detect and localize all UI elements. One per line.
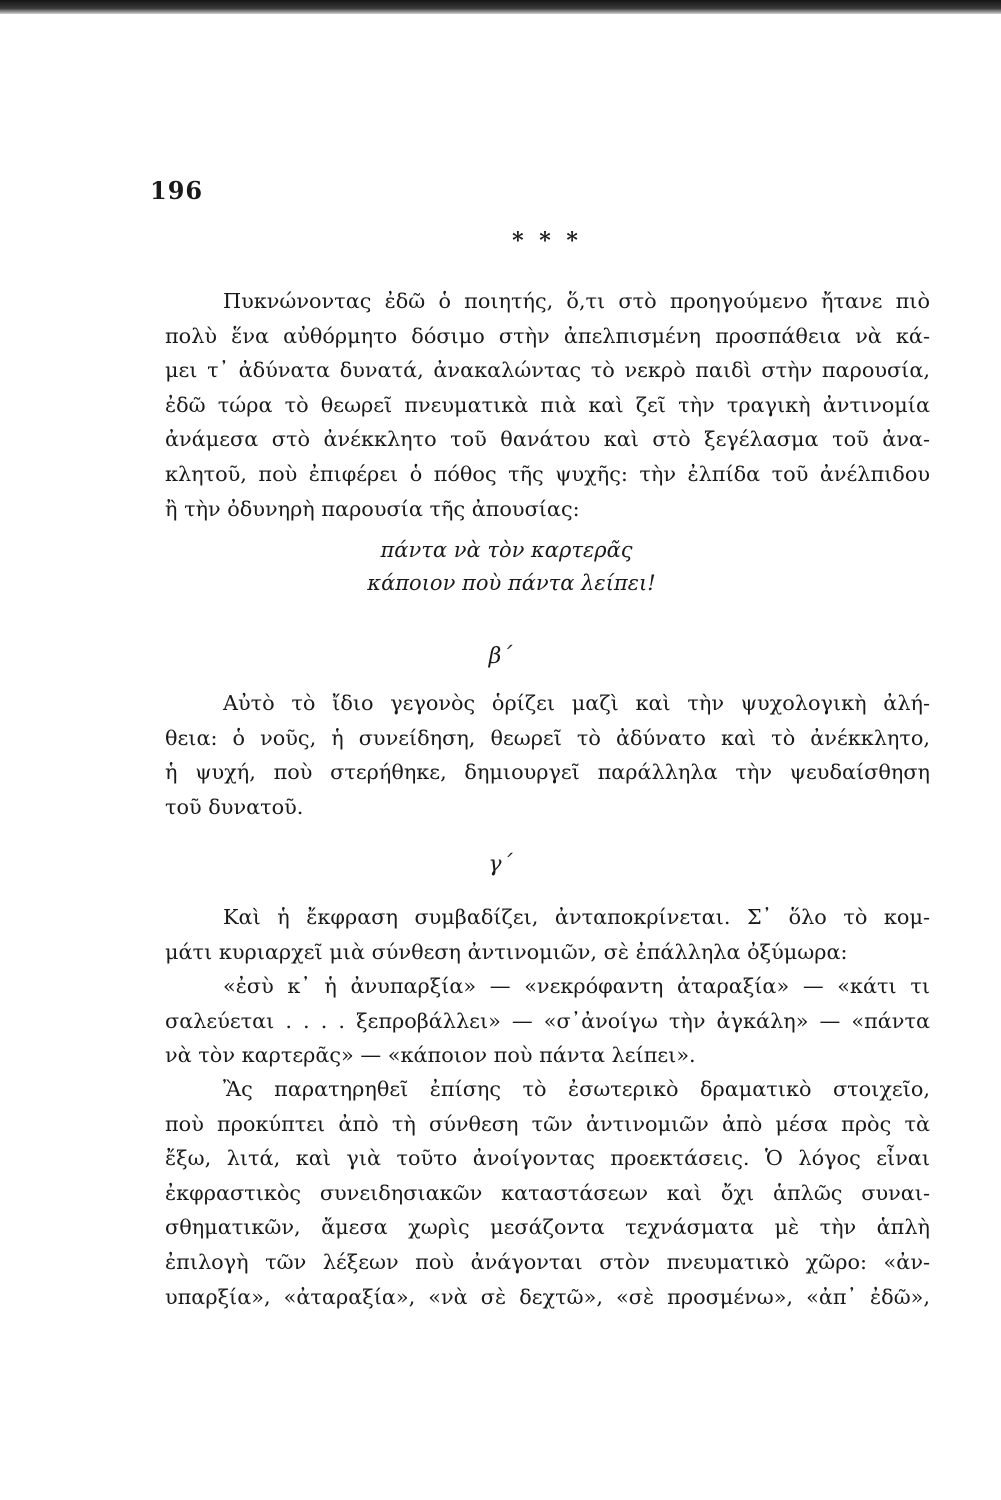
text-line: νὰ τὸν καρτερᾶς» — «κάποιον ποὺ πάντα λείπει».: [165, 1043, 696, 1068]
text-line: ποὺ προκύπτει ἀπὸ τὴ σύνθεση τῶν ἀντινομιῶν ἀπὸ μέσα πρὸς τὰ: [165, 1111, 930, 1136]
scan-top-edge: [0, 0, 1001, 14]
text-line: πολὺ ἕνα αὐθόρμητο δόσιμο στὴν ἀπελπισμένη προσπάθεια νὰ κά-: [165, 323, 930, 348]
text-line: σαλεύεται . . . . ξεπροβάλλει» — «σ᾽ἀνοίγω τὴν ἀγκάλη» — «πάντα: [165, 1008, 930, 1033]
text-line: ἡ ψυχή, ποὺ στερήθηκε, δημιουργεῖ παράλληλα τὴν ψευδαίσθηση: [165, 760, 930, 785]
paragraph-2: [165, 686, 930, 824]
text-line: ἔξω, λιτά, καὶ γιὰ τοῦτο ἀνοίγοντας προεκτάσεις. Ὁ λόγος εἶναι: [165, 1146, 930, 1171]
paragraph-4: [165, 969, 930, 1073]
text-line: Πυκνώνοντας ἐδῶ ὁ ποιητής, ὅ,τι στὸ προηγούμενο ἤτανε πιὸ: [223, 289, 930, 313]
text-line: τοῦ δυνατοῦ.: [165, 794, 304, 819]
text-line: μει τ᾽ ἀδύνατα δυνατά, ἀνακαλώντας τὸ νεκρὸ παιδὶ στὴν παρουσία,: [165, 358, 930, 383]
paragraph-5: [165, 1072, 930, 1314]
text-line: ἢ τὴν ὀδυνηρὴ παρουσία τῆς ἀπουσίας:: [165, 496, 580, 521]
verse-quote: [0, 534, 1001, 600]
section-separator: * * *: [512, 228, 582, 254]
paragraph-1: [165, 284, 930, 526]
section-marker-b: β΄: [488, 644, 513, 669]
text-line: Αὐτὸ τὸ ἴδιο γεγονὸς ὁρίζει μαζὶ καὶ τὴν ψυχολογικὴ ἀλή-: [223, 691, 930, 715]
text-line: υπαρξία», «ἀταραξία», «νὰ σὲ δεχτῶ», «σὲ προσμένω», «ἀπ᾽ ἐδῶ»,: [165, 1284, 930, 1309]
text-line: «ἐσὺ κ᾽ ἡ ἀνυπαρξία» — «νεκρόφαντη ἀταραξία» — «κάτι τι: [223, 974, 930, 998]
verse-line: κάποιον ποὺ πάντα λείπει!: [367, 571, 656, 595]
text-line: μάτι κυριαρχεῖ μιὰ σύνθεση ἀντινομιῶν, σὲ ἐπάλληλα ὀξύμωρα:: [165, 939, 848, 964]
text-line: Καὶ ἡ ἔκφραση συμβαδίζει, ἀνταποκρίνεται. Σ᾽ ὅλο τὸ κομ-: [223, 905, 930, 929]
text-line: ἀνάμεσα στὸ ἀνέκκλητο τοῦ θανάτου καὶ στὸ ξεγέλασμα τοῦ ἀνα-: [165, 427, 930, 452]
paragraph-3: [165, 900, 930, 969]
section-marker-c: γ΄: [488, 852, 513, 877]
text-line: ἐδῶ τώρα τὸ θεωρεῖ πνευματικὰ πιὰ καὶ ζεῖ τὴν τραγικὴ ἀντινομία: [165, 392, 930, 417]
text-line: Ἂς παρατηρηθεῖ ἐπίσης τὸ ἐσωτερικὸ δραματικὸ στοιχεῖο,: [223, 1077, 930, 1101]
text-line: θεια: ὁ νοῦς, ἡ συνείδηση, θεωρεῖ τὸ ἀδύνατο καὶ τὸ ἀνέκκλητο,: [165, 725, 930, 750]
text-line: κλητοῦ, ποὺ ἐπιφέρει ὁ πόθος τῆς ψυχῆς: τὴν ἐλπίδα τοῦ ἀνέλπιδου: [165, 461, 930, 486]
page-number: 196: [150, 176, 204, 205]
text-line: ἐπιλογὴ τῶν λέξεων ποὺ ἀνάγονται στὸν πνευματικὸ χῶρο: «ἀν-: [165, 1249, 930, 1274]
text-line: σθηματικῶν, ἄμεσα χωρὶς μεσάζοντα τεχνάσματα μὲ τὴν ἁπλὴ: [165, 1215, 930, 1240]
text-line: ἐκφραστικὸς συνειδησιακῶν καταστάσεων καὶ ὄχι ἁπλῶς συναι-: [165, 1180, 930, 1205]
verse-line: πάντα νὰ τὸν καρτερᾶς: [380, 538, 633, 562]
